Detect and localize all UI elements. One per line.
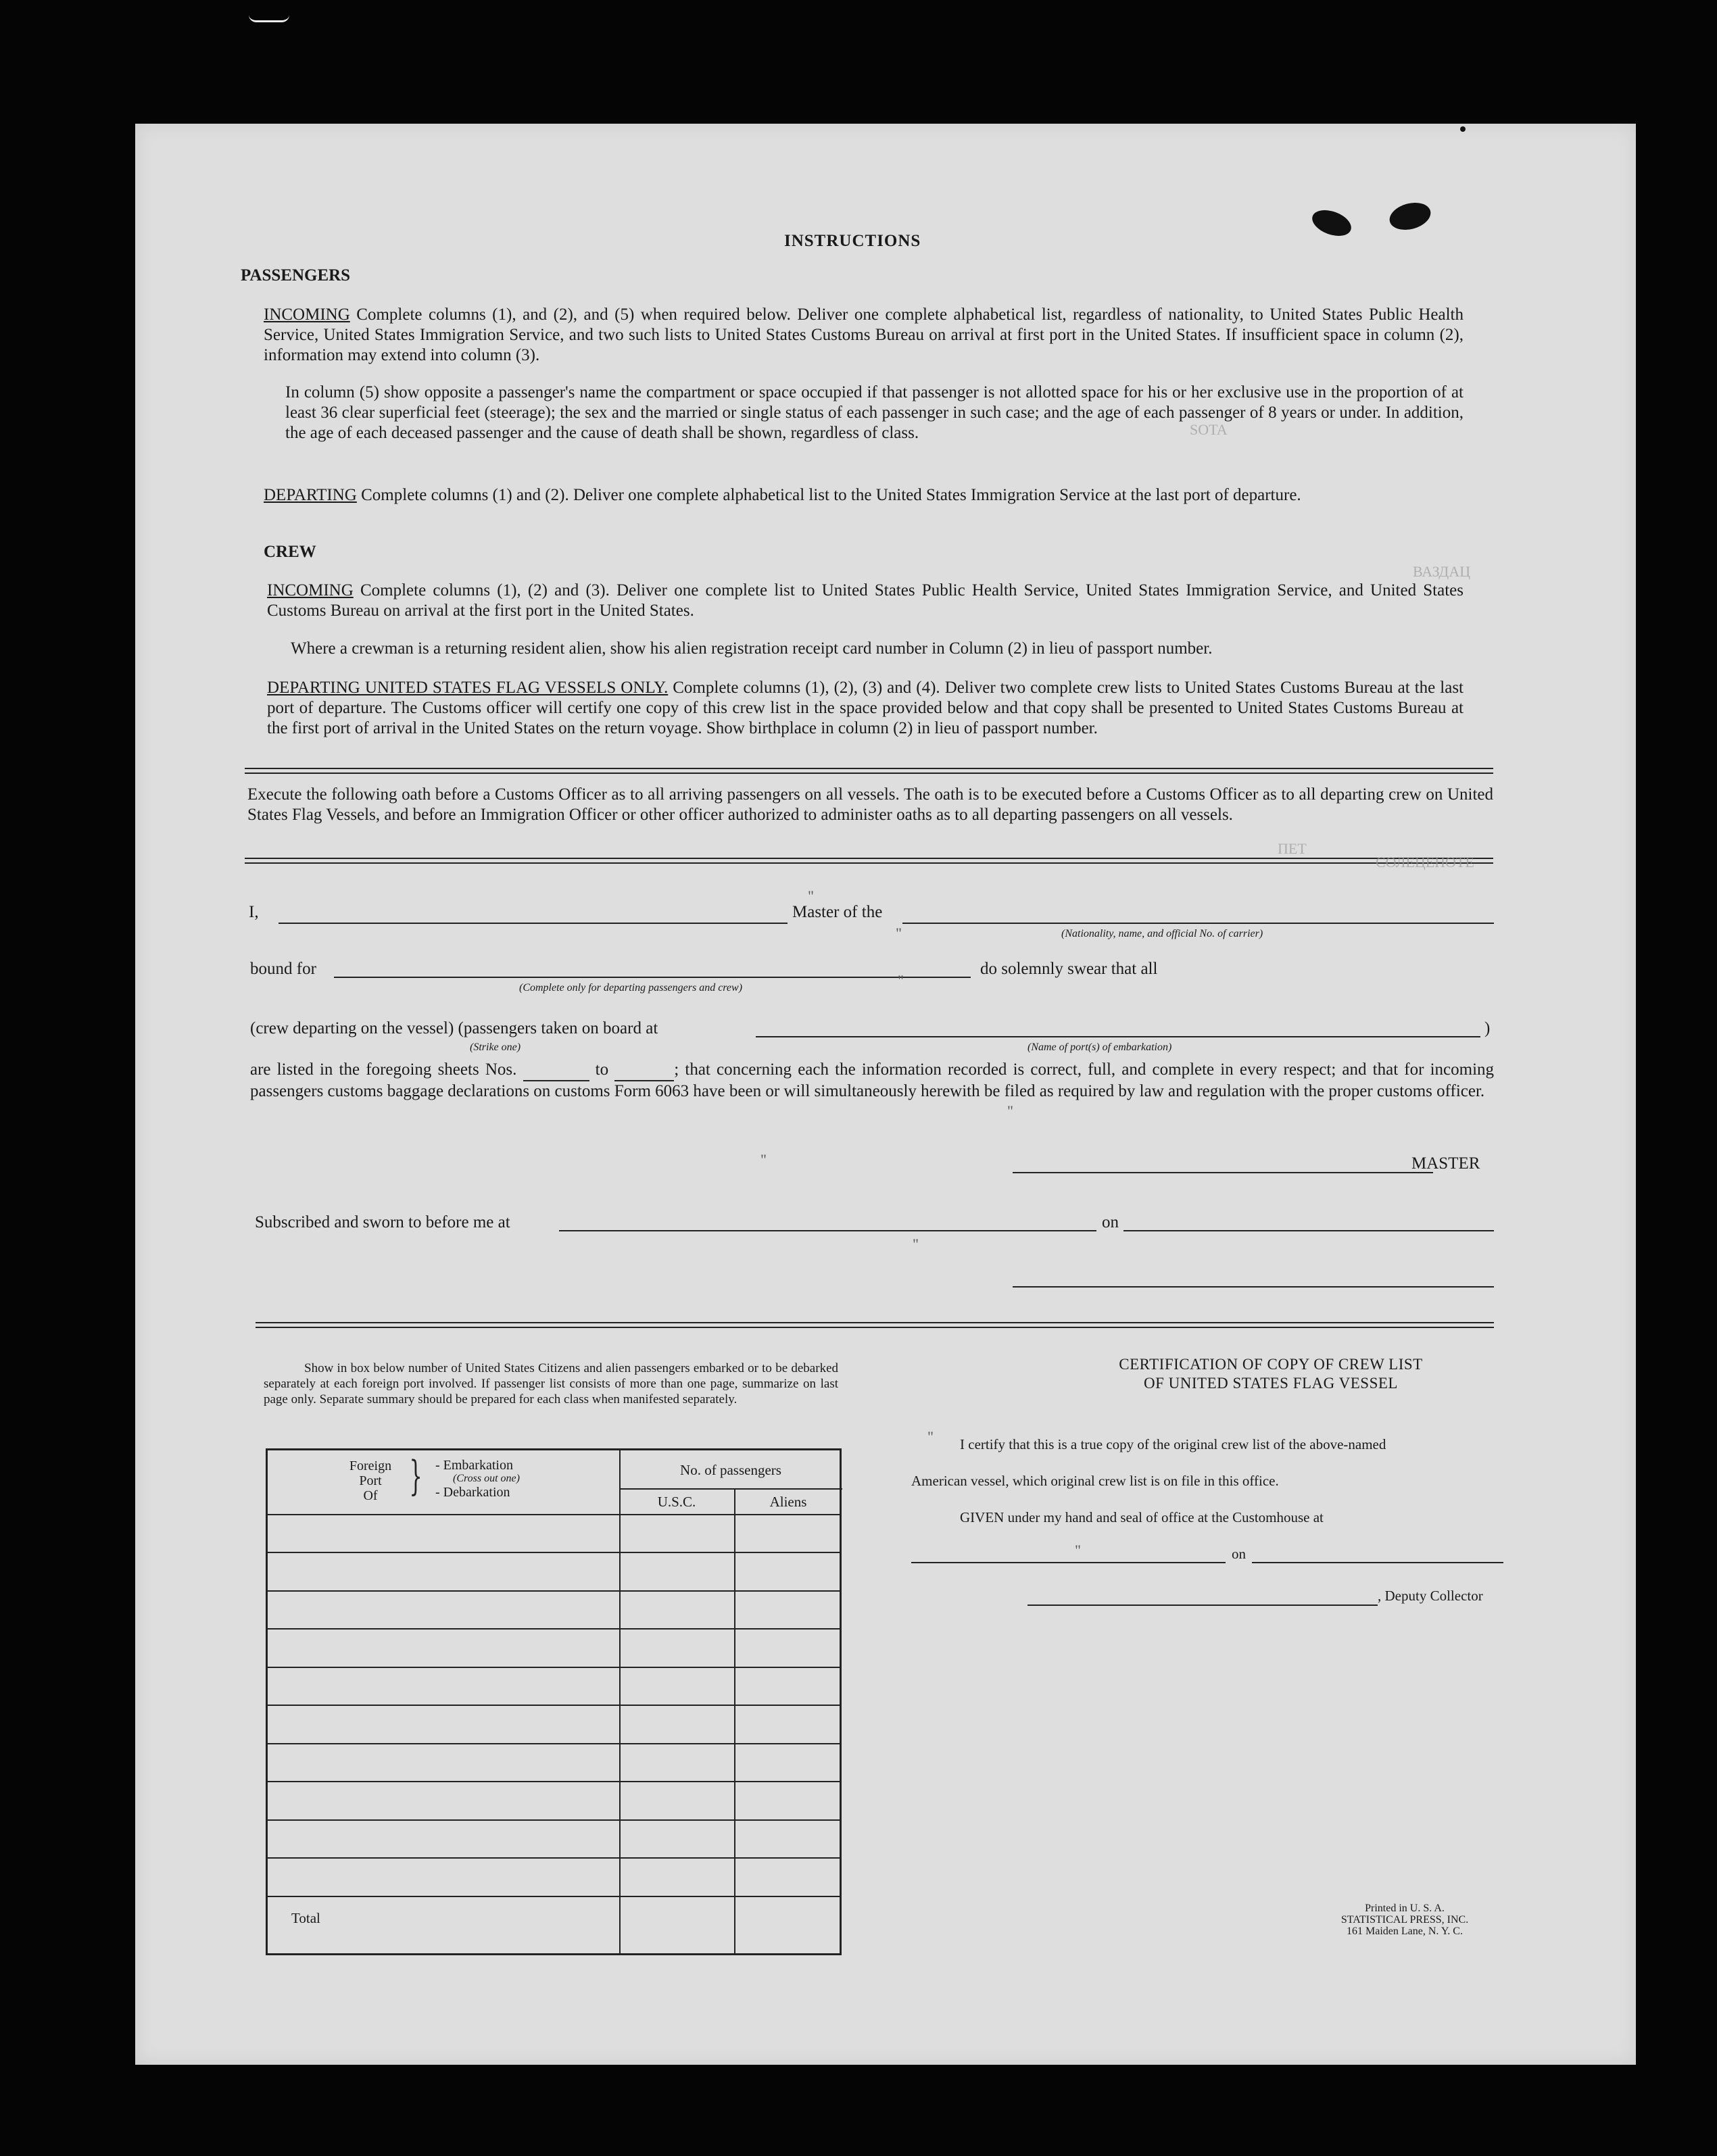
scan-mark	[249, 15, 289, 22]
embark-debark-labels	[435, 1459, 520, 1499]
passengers-departing-label: DEPARTING	[264, 486, 357, 504]
oath-intro: Execute the following oath before a Customs Officer as to all arriving passengers on all vessels. The oath is to be executed before a Customs Officer as to all departing crew on United States Flag Vessels, and before an Immigration Officer or other officer authorized to administer oaths as to all departing passengers on all vessels.	[247, 785, 1493, 824]
bound-for-label: bound for	[250, 960, 316, 978]
row-rule	[268, 1781, 840, 1782]
officer-signature-field[interactable]	[1013, 1286, 1494, 1288]
total-label: Total	[291, 1910, 320, 1926]
printer-line3: 161 Maiden Lane, N. Y. C.	[1347, 1926, 1463, 1937]
section-divider-1	[245, 768, 1493, 774]
sheets-text-2: ; that concerning each the information recorded is correct, full, and complete in every respect; and that for incoming passengers customs baggage declarations on customs Form 6063 have been or will simultaneously herewith be filed as required by law and regulation with the proper customs officer.	[250, 1060, 1495, 1100]
form-page	[135, 124, 1636, 2065]
summary-instructions: Show in box below number of United States Citizens and alien passengers embarked or to be debarked separately at each foreign port involved. If passenger list consists of more than one page, summarize on last page only. Separate summary should be prepared for each class when manifested separately.	[264, 1361, 838, 1406]
swear-label: do solemnly swear that all	[980, 960, 1158, 978]
row-rule	[268, 1552, 840, 1553]
certification-title-line2: OF UNITED STATES FLAG VESSEL	[1144, 1375, 1398, 1392]
embarkation-port-field[interactable]	[756, 1036, 1480, 1037]
sheets-to-label: to	[595, 1060, 609, 1079]
printer-line1: Printed in U. S. A.	[1365, 1903, 1445, 1914]
printer-line2: STATISTICAL PRESS, INC.	[1340, 1914, 1469, 1926]
no-of-passengers-label: No. of passengers	[680, 1462, 781, 1478]
crew-incoming-text: Complete columns (1), (2) and (3). Deliver one complete list to United States Public Health Service, United States Immigration Service, and United States Customs Bureau on arrival at the first port in the United States.	[267, 581, 1464, 620]
row-rule	[268, 1628, 840, 1630]
cert-on-label: on	[1232, 1546, 1246, 1562]
bleed-through-text: ПЕТ	[1278, 840, 1307, 857]
crew-departing-label: DEPARTING UNITED STATES FLAG VESSELS ONLY.	[267, 679, 669, 697]
debarkation-label[interactable]: - Debarkation	[435, 1485, 510, 1500]
printer-imprint	[1310, 1903, 1499, 1937]
cert-date-field[interactable]	[1252, 1562, 1503, 1563]
crew-incoming-label: INCOMING	[267, 581, 354, 599]
cross-out-caption: (Cross out one)	[453, 1473, 520, 1484]
passengers-departing-paragraph	[264, 485, 1464, 506]
aliens-header: Aliens	[769, 1494, 807, 1510]
sheets-from-field[interactable]	[523, 1060, 589, 1081]
row-rule	[268, 1819, 840, 1821]
section-divider-3	[256, 1322, 1494, 1328]
mark: "	[760, 1151, 767, 1168]
mark: "	[898, 972, 904, 989]
certify-text-1: I certify that this is a true copy of the original crew list of the above-named	[960, 1436, 1386, 1452]
foreign-port-of-label	[343, 1459, 397, 1503]
sheets-paragraph	[250, 1060, 1494, 1102]
crew-departing-paragraph	[267, 678, 1464, 739]
passengers-incoming-paragraph	[264, 305, 1464, 366]
certification-title-line1: CERTIFICATION OF COPY OF CREW LIST	[1119, 1356, 1423, 1373]
mark: "	[1075, 1542, 1081, 1559]
certification-title	[1014, 1355, 1528, 1393]
passengers-header-cell	[619, 1450, 842, 1490]
passengers-column5-paragraph: In column (5) show opposite a passenger's name the compartment or space occupied if that passenger is not allotted space for his or her exclusive use in the proportion of at least 36 clear superficial feet (steerage); the sex and the married or single status of each passenger in such case; and the age of each passenger of 8 years or under. In addition, the age of each deceased passenger and the cause of death shall be shown, regardless of class.	[285, 383, 1464, 442]
row-rule	[268, 1857, 840, 1859]
ink-blot	[1386, 199, 1434, 235]
passengers-taken-label[interactable]: (passengers taken on board at	[458, 1019, 658, 1037]
brace-glyph: }	[409, 1452, 422, 1500]
foreign-word: Foreign	[349, 1459, 392, 1473]
embarkation-label[interactable]: - Embarkation	[435, 1458, 513, 1473]
col-divider-2	[734, 1490, 735, 1953]
master-signature-field[interactable]	[1013, 1172, 1433, 1173]
speck	[1460, 126, 1466, 132]
given-text: GIVEN under my hand and seal of office at the Customhouse at	[960, 1509, 1324, 1525]
ink-blot	[1309, 205, 1355, 241]
crew-resident-paragraph: Where a crewman is a returning resident alien, show his alien registration receipt card number in Column (2) in lieu of passport number.	[291, 639, 1213, 658]
mark: "	[927, 1428, 934, 1445]
sheets-to-field[interactable]	[614, 1060, 674, 1081]
deputy-signature-field[interactable]	[1027, 1604, 1378, 1606]
certify-text-2: American vessel, which original crew list is on file in this office.	[911, 1473, 1279, 1489]
oath-i-label: I,	[249, 903, 259, 921]
master-of-label: Master of the	[792, 903, 883, 921]
passengers-heading: PASSENGERS	[241, 266, 351, 285]
sheets-text-1: are listed in the foregoing sheets Nos.	[250, 1060, 517, 1079]
passengers-incoming-label: INCOMING	[264, 305, 350, 324]
instructions-title: INSTRUCTIONS	[784, 232, 921, 250]
sworn-on-label: on	[1102, 1213, 1119, 1231]
bleed-through-text: СОЛЕЦЕНОТЕ	[1376, 854, 1474, 871]
usc-header: U.S.C.	[657, 1494, 696, 1510]
mark: "	[913, 1235, 919, 1252]
of-word: Of	[363, 1488, 378, 1503]
sworn-at-field[interactable]	[559, 1230, 1096, 1231]
mark: "	[896, 925, 902, 941]
sworn-on-field[interactable]	[1123, 1230, 1494, 1231]
nationality-caption: (Nationality, name, and official No. of carrier)	[1061, 928, 1263, 939]
summary-table	[266, 1448, 842, 1955]
mark: "	[808, 887, 814, 904]
crew-departing-label[interactable]: (crew departing on the vessel)	[250, 1019, 454, 1037]
col-divider-1	[619, 1450, 621, 1953]
crew-incoming-paragraph	[267, 581, 1464, 621]
port-caption: (Name of port(s) of embarkation)	[1027, 1042, 1172, 1053]
close-paren: )	[1484, 1019, 1491, 1037]
customhouse-field[interactable]	[911, 1562, 1226, 1563]
passengers-departing-text: Complete columns (1) and (2). Deliver one complete alphabetical list to the United States Immigration Service at the last port of departure.	[361, 486, 1301, 504]
mark: "	[1007, 1102, 1013, 1119]
deputy-collector-label: , Deputy Collector	[1378, 1588, 1483, 1604]
bleed-through-text: ВАЗДАЦ	[1413, 563, 1471, 580]
row-rule	[268, 1705, 840, 1706]
crew-heading: CREW	[264, 543, 316, 561]
row-rule	[268, 1743, 840, 1744]
bound-caption: (Complete only for departing passengers and crew)	[519, 982, 743, 994]
crew-departing-text: Complete columns (1), (2), (3) and (4). Deliver two complete crew lists to United States Customs Bureau at the last port of departure. The Customs officer will certify one copy of this crew list in the space provided below and that copy shall be presented to United States Customs Bureau at the first port of arrival in the United States on the return voyage. Show birthplace in column (2) in lieu of passport number.	[267, 679, 1464, 737]
bound-for-field[interactable]	[334, 977, 971, 978]
section-divider-2	[245, 858, 1493, 864]
header-rule	[268, 1514, 840, 1515]
row-rule	[268, 1896, 840, 1897]
passengers-incoming-text: Complete columns (1), and (2), and (5) when required below. Deliver one complete alphabetical list, regardless of nationality, to United States Public Health Service, United States Immigration Service, and two such lists to United States Customs Bureau on arrival at first port in the United States. If insufficient space in column (2), information may extend into column (3).	[264, 305, 1464, 364]
row-rule	[268, 1590, 840, 1592]
row-rule	[268, 1667, 840, 1668]
master-name-field[interactable]	[279, 923, 788, 924]
strike-caption: (Strike one)	[470, 1042, 521, 1053]
crew-passengers-line	[250, 1019, 658, 1038]
master-label: MASTER	[1411, 1154, 1480, 1173]
bleed-through-text: SOTA	[1190, 421, 1228, 438]
subscribed-label: Subscribed and sworn to before me at	[255, 1213, 510, 1231]
carrier-field[interactable]	[902, 923, 1494, 924]
port-word: Port	[359, 1473, 382, 1488]
